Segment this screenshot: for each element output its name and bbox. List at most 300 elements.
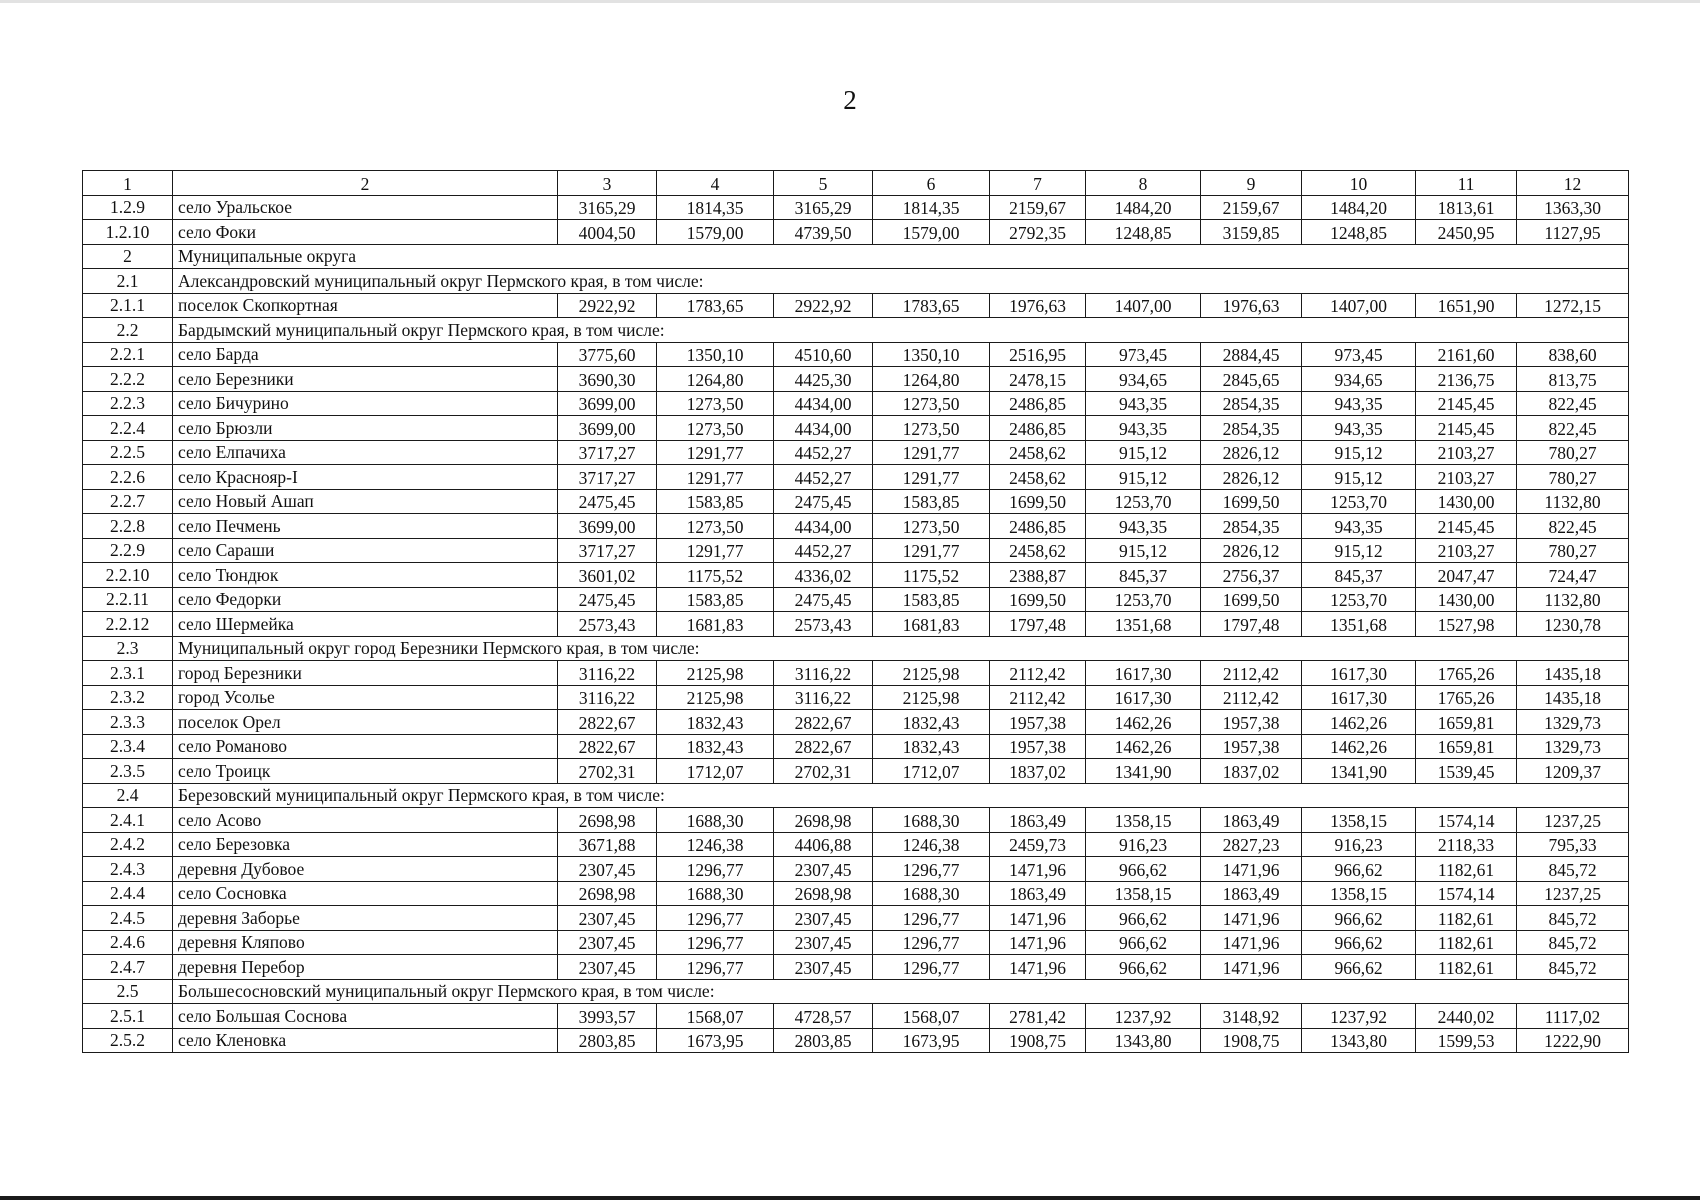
value-cell: 1659,81	[1416, 734, 1517, 759]
value-cell: 943,35	[1302, 514, 1416, 539]
value-cell: 1296,77	[657, 906, 774, 931]
value-cell: 1699,50	[990, 587, 1086, 612]
settlement-name-cell: поселок Орел	[173, 710, 558, 735]
value-cell: 845,72	[1517, 906, 1629, 931]
value-cell: 1583,85	[657, 489, 774, 514]
table-row	[83, 955, 1629, 980]
row-number-cell: 1.2.9	[83, 195, 173, 220]
value-cell: 2822,67	[558, 734, 657, 759]
value-cell: 1832,43	[657, 734, 774, 759]
table-row	[83, 1004, 1629, 1029]
value-cell: 1264,80	[873, 367, 990, 392]
settlement-name-cell: село Шермейка	[173, 612, 558, 637]
row-number-cell: 2.1	[83, 269, 173, 294]
value-cell: 2388,87	[990, 563, 1086, 588]
value-cell: 1237,92	[1086, 1004, 1201, 1029]
value-cell: 2118,33	[1416, 832, 1517, 857]
value-cell: 1272,15	[1517, 293, 1629, 318]
value-cell: 2884,45	[1201, 342, 1302, 367]
value-cell: 3165,29	[774, 195, 873, 220]
value-cell: 1341,90	[1302, 759, 1416, 784]
table-row	[83, 416, 1629, 441]
value-cell: 2112,42	[1201, 685, 1302, 710]
settlement-name-cell: деревня Заборье	[173, 906, 558, 931]
settlement-name-cell: село Березники	[173, 367, 558, 392]
value-cell: 1583,85	[657, 587, 774, 612]
value-cell: 1765,26	[1416, 685, 1517, 710]
column-number-cell: 6	[873, 171, 990, 196]
value-cell: 1248,85	[1086, 220, 1201, 245]
value-cell: 1132,80	[1517, 587, 1629, 612]
value-cell: 1273,50	[657, 391, 774, 416]
value-cell: 1407,00	[1086, 293, 1201, 318]
row-number-cell: 2.2.5	[83, 440, 173, 465]
value-cell: 4336,02	[774, 563, 873, 588]
value-cell: 1583,85	[873, 489, 990, 514]
section-title-cell: Александровский муниципальный округ Пермского края, в том числе:	[173, 269, 1629, 294]
value-cell: 1246,38	[657, 832, 774, 857]
row-number-cell: 2.5.1	[83, 1004, 173, 1029]
value-cell: 2922,92	[774, 293, 873, 318]
value-cell: 2854,35	[1201, 514, 1302, 539]
value-cell: 916,23	[1086, 832, 1201, 857]
table-row	[83, 293, 1629, 318]
value-cell: 1832,43	[873, 734, 990, 759]
value-cell: 4510,60	[774, 342, 873, 367]
value-cell: 915,12	[1302, 465, 1416, 490]
value-cell: 1484,20	[1302, 195, 1416, 220]
value-cell: 1182,61	[1416, 930, 1517, 955]
row-number-cell: 2.4.1	[83, 808, 173, 833]
value-cell: 3690,30	[558, 367, 657, 392]
settlement-name-cell: село Фоки	[173, 220, 558, 245]
settlement-name-cell: село Березовка	[173, 832, 558, 857]
row-number-cell: 2.3.2	[83, 685, 173, 710]
value-cell: 2702,31	[774, 759, 873, 784]
value-cell: 1617,30	[1302, 661, 1416, 686]
value-cell: 2792,35	[990, 220, 1086, 245]
value-cell: 2159,67	[990, 195, 1086, 220]
value-cell: 3699,00	[558, 514, 657, 539]
value-cell: 4452,27	[774, 538, 873, 563]
value-cell: 2698,98	[558, 808, 657, 833]
value-cell: 1527,98	[1416, 612, 1517, 637]
settlement-name-cell: село Большая Соснова	[173, 1004, 558, 1029]
value-cell: 3699,00	[558, 391, 657, 416]
row-number-cell: 2.2.6	[83, 465, 173, 490]
value-cell: 1976,63	[990, 293, 1086, 318]
section-row	[83, 244, 1629, 269]
value-cell: 2803,85	[558, 1028, 657, 1053]
value-cell: 2781,42	[990, 1004, 1086, 1029]
column-number-cell: 5	[774, 171, 873, 196]
table-row	[83, 1028, 1629, 1053]
table-row	[83, 440, 1629, 465]
value-cell: 3993,57	[558, 1004, 657, 1029]
value-cell: 3165,29	[558, 195, 657, 220]
settlement-name-cell: село Федорки	[173, 587, 558, 612]
row-number-cell: 2.2.7	[83, 489, 173, 514]
table-row	[83, 563, 1629, 588]
value-cell: 2103,27	[1416, 465, 1517, 490]
value-cell: 2822,67	[774, 734, 873, 759]
value-cell: 2458,62	[990, 440, 1086, 465]
table-row	[83, 857, 1629, 882]
value-cell: 2450,95	[1416, 220, 1517, 245]
value-cell: 1837,02	[990, 759, 1086, 784]
section-row	[83, 269, 1629, 294]
value-cell: 845,72	[1517, 930, 1629, 955]
value-cell: 1814,35	[657, 195, 774, 220]
settlement-name-cell: село Барда	[173, 342, 558, 367]
value-cell: 916,23	[1302, 832, 1416, 857]
value-cell: 1699,50	[1201, 489, 1302, 514]
value-cell: 1957,38	[1201, 734, 1302, 759]
value-cell: 966,62	[1302, 955, 1416, 980]
row-number-cell: 1.2.10	[83, 220, 173, 245]
value-cell: 2486,85	[990, 416, 1086, 441]
value-cell: 1291,77	[873, 440, 990, 465]
value-cell: 4434,00	[774, 514, 873, 539]
settlement-name-cell: село Сараши	[173, 538, 558, 563]
value-cell: 1583,85	[873, 587, 990, 612]
value-cell: 838,60	[1517, 342, 1629, 367]
value-cell: 1617,30	[1302, 685, 1416, 710]
row-number-cell: 2.3.3	[83, 710, 173, 735]
value-cell: 3717,27	[558, 440, 657, 465]
value-cell: 1358,15	[1086, 881, 1201, 906]
settlement-name-cell: село Бичурино	[173, 391, 558, 416]
value-cell: 1253,70	[1086, 587, 1201, 612]
value-cell: 1957,38	[1201, 710, 1302, 735]
value-cell: 1813,61	[1416, 195, 1517, 220]
value-cell: 1291,77	[657, 440, 774, 465]
column-number-cell: 9	[1201, 171, 1302, 196]
section-row	[83, 318, 1629, 343]
value-cell: 3116,22	[774, 661, 873, 686]
value-cell: 2459,73	[990, 832, 1086, 857]
value-cell: 1673,95	[873, 1028, 990, 1053]
row-number-cell: 2.3.4	[83, 734, 173, 759]
value-cell: 943,35	[1086, 391, 1201, 416]
section-row	[83, 636, 1629, 661]
column-number-cell: 2	[173, 171, 558, 196]
row-number-cell: 2.2.2	[83, 367, 173, 392]
settlement-name-cell: село Кленовка	[173, 1028, 558, 1053]
row-number-cell: 2.3.1	[83, 661, 173, 686]
value-cell: 1471,96	[990, 930, 1086, 955]
value-cell: 4452,27	[774, 440, 873, 465]
value-cell: 1783,65	[657, 293, 774, 318]
value-cell: 2458,62	[990, 538, 1086, 563]
settlement-name-cell: поселок Скопкортная	[173, 293, 558, 318]
value-cell: 2307,45	[558, 955, 657, 980]
value-cell: 966,62	[1302, 906, 1416, 931]
value-cell: 2161,60	[1416, 342, 1517, 367]
value-cell: 1568,07	[657, 1004, 774, 1029]
value-cell: 845,72	[1517, 955, 1629, 980]
value-cell: 822,45	[1517, 416, 1629, 441]
value-cell: 724,47	[1517, 563, 1629, 588]
settlement-name-cell: село Краснояр-I	[173, 465, 558, 490]
row-number-cell: 2.4.2	[83, 832, 173, 857]
value-cell: 1273,50	[873, 416, 990, 441]
value-cell: 1273,50	[657, 514, 774, 539]
value-cell: 1976,63	[1201, 293, 1302, 318]
value-cell: 1599,53	[1416, 1028, 1517, 1053]
settlement-name-cell: село Троицк	[173, 759, 558, 784]
table-row	[83, 661, 1629, 686]
value-cell: 1291,77	[873, 465, 990, 490]
value-cell: 1699,50	[990, 489, 1086, 514]
value-cell: 2307,45	[774, 906, 873, 931]
value-cell: 3717,27	[558, 465, 657, 490]
value-cell: 1253,70	[1302, 587, 1416, 612]
value-cell: 1430,00	[1416, 489, 1517, 514]
value-cell: 1462,26	[1086, 710, 1201, 735]
value-cell: 2826,12	[1201, 440, 1302, 465]
value-cell: 1237,25	[1517, 808, 1629, 833]
column-number-cell: 3	[558, 171, 657, 196]
settlement-name-cell: село Сосновка	[173, 881, 558, 906]
value-cell: 2803,85	[774, 1028, 873, 1053]
value-cell: 1579,00	[657, 220, 774, 245]
value-cell: 1117,02	[1517, 1004, 1629, 1029]
value-cell: 1329,73	[1517, 710, 1629, 735]
row-number-cell: 2.4	[83, 783, 173, 808]
table-row	[83, 906, 1629, 931]
table-row	[83, 612, 1629, 637]
row-number-cell: 2.2.9	[83, 538, 173, 563]
value-cell: 1296,77	[873, 857, 990, 882]
table-row	[83, 685, 1629, 710]
column-number-cell: 8	[1086, 171, 1201, 196]
value-cell: 1462,26	[1302, 710, 1416, 735]
table-row	[83, 587, 1629, 612]
value-cell: 973,45	[1302, 342, 1416, 367]
settlement-name-cell: село Новый Ашап	[173, 489, 558, 514]
table-row	[83, 465, 1629, 490]
value-cell: 1471,96	[1201, 906, 1302, 931]
value-cell: 2475,45	[774, 587, 873, 612]
value-cell: 1358,15	[1302, 881, 1416, 906]
value-cell: 2145,45	[1416, 416, 1517, 441]
row-number-cell: 2.5	[83, 979, 173, 1004]
row-number-cell: 2	[83, 244, 173, 269]
value-cell: 1291,77	[873, 538, 990, 563]
value-cell: 4406,88	[774, 832, 873, 857]
value-cell: 1341,90	[1086, 759, 1201, 784]
value-cell: 2125,98	[873, 685, 990, 710]
settlement-name-cell: село Тюндюк	[173, 563, 558, 588]
value-cell: 2307,45	[558, 857, 657, 882]
value-cell: 1358,15	[1086, 808, 1201, 833]
value-cell: 1291,77	[657, 538, 774, 563]
value-cell: 2827,23	[1201, 832, 1302, 857]
value-cell: 1568,07	[873, 1004, 990, 1029]
value-cell: 2440,02	[1416, 1004, 1517, 1029]
value-cell: 1358,15	[1302, 808, 1416, 833]
value-cell: 1230,78	[1517, 612, 1629, 637]
value-cell: 2702,31	[558, 759, 657, 784]
section-title-cell: Бардымский муниципальный округ Пермского края, в том числе:	[173, 318, 1629, 343]
row-number-cell: 2.3	[83, 636, 173, 661]
value-cell: 1471,96	[990, 955, 1086, 980]
value-cell: 1350,10	[657, 342, 774, 367]
value-cell: 1814,35	[873, 195, 990, 220]
value-cell: 943,35	[1302, 416, 1416, 441]
value-cell: 1462,26	[1086, 734, 1201, 759]
value-cell: 2475,45	[774, 489, 873, 514]
value-cell: 845,37	[1302, 563, 1416, 588]
value-cell: 2478,15	[990, 367, 1086, 392]
value-cell: 915,12	[1302, 440, 1416, 465]
settlement-name-cell: деревня Перебор	[173, 955, 558, 980]
section-title-cell: Муниципальные округа	[173, 244, 1629, 269]
row-number-cell: 2.2	[83, 318, 173, 343]
value-cell: 2136,75	[1416, 367, 1517, 392]
value-cell: 934,65	[1086, 367, 1201, 392]
value-cell: 934,65	[1302, 367, 1416, 392]
value-cell: 2125,98	[657, 661, 774, 686]
value-cell: 1435,18	[1517, 661, 1629, 686]
page-number: 2	[843, 85, 857, 115]
value-cell: 1688,30	[873, 808, 990, 833]
value-cell: 1681,83	[657, 612, 774, 637]
tariff-table	[82, 170, 1629, 1053]
value-cell: 1471,96	[1201, 955, 1302, 980]
value-cell: 3601,02	[558, 563, 657, 588]
value-cell: 1908,75	[990, 1028, 1086, 1053]
value-cell: 2756,37	[1201, 563, 1302, 588]
value-cell: 2698,98	[774, 808, 873, 833]
value-cell: 1574,14	[1416, 808, 1517, 833]
value-cell: 2103,27	[1416, 538, 1517, 563]
row-number-cell: 2.4.7	[83, 955, 173, 980]
value-cell: 2047,47	[1416, 563, 1517, 588]
row-number-cell: 2.2.8	[83, 514, 173, 539]
table-row	[83, 881, 1629, 906]
row-number-cell: 2.5.2	[83, 1028, 173, 1053]
value-cell: 3159,85	[1201, 220, 1302, 245]
value-cell: 1237,25	[1517, 881, 1629, 906]
value-cell: 2475,45	[558, 587, 657, 612]
value-cell: 1797,48	[1201, 612, 1302, 637]
value-cell: 1471,96	[990, 906, 1086, 931]
row-number-cell: 2.4.4	[83, 881, 173, 906]
table-row	[83, 391, 1629, 416]
value-cell: 966,62	[1086, 930, 1201, 955]
value-cell: 1908,75	[1201, 1028, 1302, 1053]
value-cell: 2112,42	[1201, 661, 1302, 686]
value-cell: 822,45	[1517, 391, 1629, 416]
value-cell: 1296,77	[873, 930, 990, 955]
value-cell: 1617,30	[1086, 685, 1201, 710]
value-cell: 1471,96	[1201, 930, 1302, 955]
value-cell: 3699,00	[558, 416, 657, 441]
value-cell: 1957,38	[990, 734, 1086, 759]
value-cell: 943,35	[1086, 514, 1201, 539]
value-cell: 4452,27	[774, 465, 873, 490]
scan-bottom-edge	[0, 1196, 1700, 1200]
value-cell: 1350,10	[873, 342, 990, 367]
value-cell: 1175,52	[657, 563, 774, 588]
value-cell: 3671,88	[558, 832, 657, 857]
value-cell: 1435,18	[1517, 685, 1629, 710]
value-cell: 943,35	[1086, 416, 1201, 441]
value-cell: 2145,45	[1416, 514, 1517, 539]
value-cell: 2125,98	[657, 685, 774, 710]
value-cell: 2573,43	[558, 612, 657, 637]
value-cell: 1688,30	[657, 808, 774, 833]
value-cell: 1343,80	[1302, 1028, 1416, 1053]
value-cell: 2486,85	[990, 514, 1086, 539]
value-cell: 3717,27	[558, 538, 657, 563]
value-cell: 1253,70	[1302, 489, 1416, 514]
value-cell: 966,62	[1086, 857, 1201, 882]
section-row	[83, 979, 1629, 1004]
value-cell: 1863,49	[990, 808, 1086, 833]
value-cell: 813,75	[1517, 367, 1629, 392]
settlement-name-cell: село Романово	[173, 734, 558, 759]
value-cell: 2854,35	[1201, 416, 1302, 441]
value-cell: 2159,67	[1201, 195, 1302, 220]
value-cell: 915,12	[1302, 538, 1416, 563]
settlement-name-cell: село Уральское	[173, 195, 558, 220]
value-cell: 3116,22	[558, 685, 657, 710]
value-cell: 2112,42	[990, 685, 1086, 710]
value-cell: 966,62	[1086, 955, 1201, 980]
column-number-cell: 12	[1517, 171, 1629, 196]
value-cell: 2145,45	[1416, 391, 1517, 416]
settlement-name-cell: деревня Кляпово	[173, 930, 558, 955]
value-cell: 1182,61	[1416, 857, 1517, 882]
settlement-name-cell: село Елпачиха	[173, 440, 558, 465]
value-cell: 2922,92	[558, 293, 657, 318]
value-cell: 1407,00	[1302, 293, 1416, 318]
value-cell: 1471,96	[1201, 857, 1302, 882]
value-cell: 780,27	[1517, 538, 1629, 563]
row-number-cell: 2.3.5	[83, 759, 173, 784]
value-cell: 1237,92	[1302, 1004, 1416, 1029]
value-cell: 2826,12	[1201, 465, 1302, 490]
value-cell: 1351,68	[1086, 612, 1201, 637]
table-row	[83, 759, 1629, 784]
value-cell: 1248,85	[1302, 220, 1416, 245]
row-number-cell: 2.4.5	[83, 906, 173, 931]
value-cell: 1296,77	[657, 930, 774, 955]
value-cell: 1712,07	[873, 759, 990, 784]
value-cell: 1863,49	[990, 881, 1086, 906]
value-cell: 1273,50	[873, 514, 990, 539]
value-cell: 3116,22	[774, 685, 873, 710]
value-cell: 1783,65	[873, 293, 990, 318]
table-row	[83, 220, 1629, 245]
value-cell: 2475,45	[558, 489, 657, 514]
settlement-name-cell: город Березники	[173, 661, 558, 686]
value-cell: 4425,30	[774, 367, 873, 392]
value-cell: 1291,77	[657, 465, 774, 490]
value-cell: 1273,50	[657, 416, 774, 441]
table-row	[83, 514, 1629, 539]
value-cell: 1863,49	[1201, 808, 1302, 833]
value-cell: 2125,98	[873, 661, 990, 686]
value-cell: 1351,68	[1302, 612, 1416, 637]
value-cell: 2112,42	[990, 661, 1086, 686]
value-cell: 1209,37	[1517, 759, 1629, 784]
settlement-name-cell: город Усолье	[173, 685, 558, 710]
value-cell: 2698,98	[774, 881, 873, 906]
